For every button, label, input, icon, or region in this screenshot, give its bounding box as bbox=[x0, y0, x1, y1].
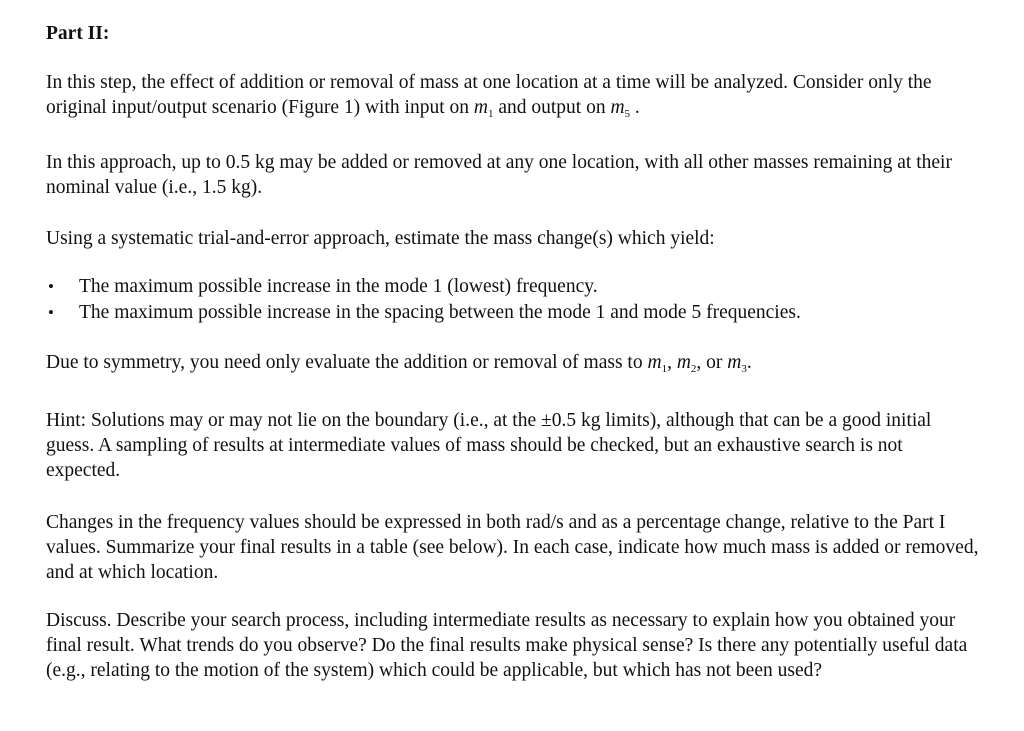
objectives-list bbox=[46, 274, 981, 326]
paragraph-intro bbox=[46, 70, 981, 120]
mass-m3-symbol: $m_3$ bbox=[727, 352, 747, 375]
intro-text-a: In this step, the effect of addition or removal of mass at one location at a time will be analyzed. Consider only the original input/output scenario (Figure 1) with input on bbox=[46, 72, 932, 118]
paragraph-results: Changes in the frequency values should be expressed in both rad/s and as a percentage change, relative to the Part I values. Summarize your final results in a table (see below). In each case, indicate how much mass is added or removed, and at which location. bbox=[46, 512, 979, 583]
intro-text-b: and output on bbox=[493, 97, 611, 118]
paragraph-discuss: Discuss. Describe your search process, including intermediate results as necessary to explain how you obtained your final result. What trends do you observe? Do the final results make physical sense? Is there any potentially useful data (e.g., relating to the motion of the system) which could be applicable, but which has not been used? bbox=[46, 610, 968, 681]
paragraph-approach: In this approach, up to 0.5 kg may be added or removed at any one location, with all other masses remaining at their nominal value (i.e., 1.5 kg). bbox=[46, 152, 952, 198]
bullet-icon: • bbox=[48, 303, 54, 322]
paragraph-hint: Hint: Solutions may or may not lie on the boundary (i.e., at the ±0.5 kg limits), although that can be a good initial guess. A sampling of results at intermediate values of mass should be checked, but an exhaustive search is not expected. bbox=[46, 410, 932, 481]
intro-text-c: . bbox=[630, 97, 640, 118]
mass-m1-symbol: $m_1$ bbox=[647, 352, 668, 375]
mass-m5-symbol: $m_5$ bbox=[610, 97, 631, 120]
list-item: • The maximum possible increase in the mode 1 (lowest) frequency. bbox=[46, 274, 981, 300]
mass-m2-symbol: $m_2$ bbox=[676, 352, 697, 375]
list-item: • The maximum possible increase in the spacing between the mode 1 and mode 5 frequencies. bbox=[46, 300, 981, 326]
mass-m1-symbol: $m_1$ bbox=[473, 97, 494, 120]
section-heading: Part II: bbox=[46, 23, 110, 44]
paragraph-trial-error: Using a systematic trial-and-error approach, estimate the mass change(s) which yield: bbox=[46, 228, 715, 249]
bullet-icon: • bbox=[48, 277, 54, 296]
paragraph-symmetry: Due to symmetry, you need only evaluate the addition or removal of mass to $m_1$, $m_2$, or $m_3$. bbox=[46, 352, 752, 375]
